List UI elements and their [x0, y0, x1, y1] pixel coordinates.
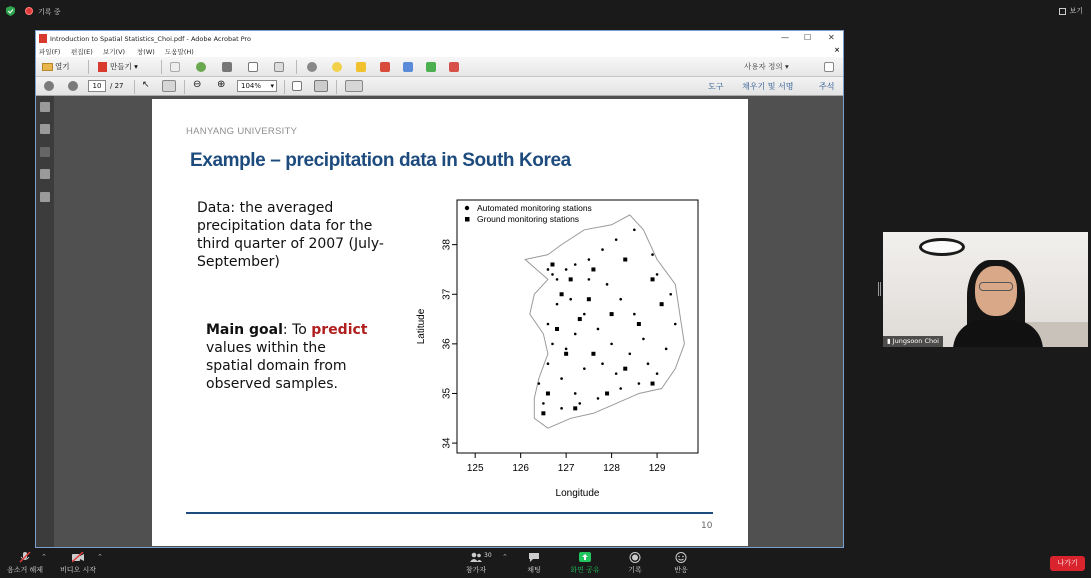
y-tick-label: 37: [441, 288, 453, 300]
ground-station-point: [560, 292, 564, 296]
ground-station-point: [564, 352, 568, 356]
coastline-outline: [525, 215, 684, 428]
export-icon[interactable]: [426, 62, 436, 72]
zoom-out-icon[interactable]: ⊖: [193, 79, 202, 90]
participants-label: 참가자: [465, 566, 487, 574]
automated-station-point: [656, 372, 659, 375]
ground-station-point: [623, 258, 627, 262]
automated-station-point: [538, 382, 541, 385]
automated-station-point: [551, 343, 554, 346]
chevron-down-icon: ▾: [785, 62, 789, 71]
automated-station-point: [556, 303, 559, 306]
unmute-label: 음소거 해제: [6, 566, 44, 574]
chat-icon: [528, 552, 540, 563]
separator: [184, 80, 185, 94]
leave-button[interactable]: 나가기: [1050, 556, 1085, 571]
recording-icon: [25, 7, 33, 15]
automated-station-point: [615, 372, 618, 375]
plot-frame: [457, 200, 698, 453]
acrobat-window: [35, 30, 844, 548]
ground-station-point: [573, 406, 577, 410]
view-button[interactable]: [1059, 6, 1083, 16]
total-pages: / 27: [110, 82, 124, 90]
share-file-icon[interactable]: [403, 62, 413, 72]
data-description: Data: the averaged precipitation data for the third quarter of 2007 (July-September): [197, 200, 384, 270]
ground-station-point: [610, 312, 614, 316]
automated-station-point: [551, 273, 554, 276]
ground-station-point: [587, 297, 591, 301]
automated-station-point: [560, 377, 563, 380]
menu-window[interactable]: 창(W): [137, 48, 155, 56]
chevron-up-icon[interactable]: ⌃: [502, 553, 508, 561]
pdf-page: [152, 99, 748, 546]
folder-icon: [42, 63, 53, 71]
automated-station-point: [656, 273, 659, 276]
automated-station-point: [583, 313, 586, 316]
read-mode-icon[interactable]: [345, 80, 363, 92]
print-icon[interactable]: [222, 62, 232, 72]
automated-station-point: [583, 367, 586, 370]
automated-station-point: [588, 278, 591, 281]
legend-entry-label: Automated monitoring stations: [477, 203, 592, 213]
layers-icon[interactable]: [40, 169, 50, 179]
x-tick-label: 125: [466, 463, 484, 474]
window-title: Introduction to Spatial Statistics_Choi.pdf - Adobe Acrobat Pro: [50, 35, 252, 43]
y-tick-label: 38: [441, 239, 453, 251]
automated-station-point: [574, 392, 577, 395]
signatures-icon[interactable]: [40, 147, 50, 157]
automated-station-point: [565, 348, 568, 351]
automated-station-point: [633, 228, 636, 231]
customize-label: 사용자 정의: [744, 62, 783, 71]
separator: [88, 60, 89, 74]
participant-body: [953, 320, 1043, 347]
participant-name-bar: [883, 336, 943, 347]
comment-link[interactable]: 주석: [819, 82, 835, 91]
chat-button[interactable]: [520, 548, 548, 578]
separator: [284, 80, 285, 94]
automated-station-point: [597, 328, 600, 331]
minimize-icon[interactable]: —: [781, 33, 789, 42]
share-screen-button[interactable]: [566, 548, 604, 578]
university-label: HANYANG UNIVERSITY: [186, 126, 298, 137]
automated-station-point: [542, 402, 545, 405]
automated-station-point: [565, 268, 568, 271]
ground-station-point: [591, 267, 595, 271]
chevron-down-icon: ▾: [270, 82, 274, 90]
automated-station-point: [574, 333, 577, 336]
protect-icon[interactable]: [449, 62, 459, 72]
x-tick-label: 127: [557, 463, 575, 474]
fit-page-icon[interactable]: [292, 81, 302, 91]
menu-view[interactable]: 보기(V): [103, 48, 126, 56]
ground-station-point: [637, 322, 641, 326]
main-goal-text: [206, 321, 376, 393]
automated-station-point: [569, 298, 572, 301]
create-label: 만들기: [110, 62, 132, 71]
automated-station-point: [547, 362, 550, 365]
participants-icon: [470, 552, 482, 563]
reactions-label: 반응: [674, 566, 688, 574]
automated-station-point: [651, 253, 654, 256]
zoom-control-bar: [0, 548, 1091, 578]
ground-station-point: [555, 327, 559, 331]
x-tick-label: 126: [512, 463, 530, 474]
grid-icon: [1059, 8, 1066, 15]
ground-station-point: [578, 317, 582, 321]
start-video-label: 비디오 시작: [59, 566, 97, 574]
record-icon: [629, 552, 641, 563]
ground-station-point: [651, 382, 655, 386]
goal-label: Main goal: [206, 322, 283, 338]
hand-tool-icon[interactable]: [162, 80, 176, 92]
record-label: 기록: [628, 566, 642, 574]
share-screen-label: 화면 공유: [570, 566, 600, 574]
menu-edit[interactable]: 편집(E): [71, 48, 93, 56]
chevron-up-icon[interactable]: ⌃: [97, 553, 103, 561]
doc-close-icon[interactable]: ×: [834, 46, 840, 54]
ground-station-point: [569, 277, 573, 281]
glasses: [979, 282, 1013, 291]
start-video-button[interactable]: [58, 548, 98, 578]
ground-station-point: [651, 277, 655, 281]
legend-square-marker: [465, 217, 470, 222]
menu-help[interactable]: 도움말(H): [165, 48, 194, 56]
save-icon[interactable]: [170, 62, 180, 72]
automated-station-point: [633, 313, 636, 316]
separator: [336, 80, 337, 94]
lamp: [919, 238, 965, 256]
open-button[interactable]: [42, 61, 70, 73]
zoom-top-bar: [0, 0, 1091, 22]
drag-handle[interactable]: [878, 282, 881, 296]
footer-divider: [186, 512, 713, 514]
slide-title: Example – precipitation data in South Korea: [190, 150, 571, 171]
zoom-select[interactable]: [237, 80, 277, 92]
automated-station-point: [610, 343, 613, 346]
open-label: 열기: [55, 62, 70, 71]
automated-station-point: [619, 298, 622, 301]
ground-station-point: [541, 411, 545, 415]
automated-station-point: [642, 338, 645, 341]
pdf-file-icon: [39, 34, 47, 43]
automated-station-point: [606, 283, 609, 286]
microphone-muted-icon: [19, 552, 31, 563]
page-number: 10: [701, 521, 713, 531]
automated-station-point: [647, 362, 650, 365]
cloud-icon[interactable]: [196, 62, 206, 72]
y-axis-label: Latitude: [416, 308, 427, 345]
chat-label: 채팅: [527, 566, 541, 574]
ground-station-point: [660, 302, 664, 306]
zoom-value: 104%: [241, 82, 262, 90]
automated-station-point: [638, 382, 641, 385]
highlight-icon[interactable]: [356, 62, 366, 72]
automated-station-point: [628, 352, 631, 355]
x-tick-label: 128: [603, 463, 620, 474]
tools-link[interactable]: 도구: [708, 82, 724, 91]
goal-mid: : To: [282, 322, 312, 338]
automated-station-point: [547, 323, 550, 326]
separator: [161, 60, 162, 74]
comment-icon[interactable]: [332, 62, 342, 72]
settings-icon[interactable]: [307, 62, 317, 72]
fill-sign-link[interactable]: 채우기 및 서명: [742, 82, 794, 91]
participants-count: 30: [484, 552, 492, 559]
y-tick-label: 36: [441, 338, 453, 350]
ground-station-point: [546, 391, 550, 395]
page-number-input[interactable]: 10: [88, 80, 106, 92]
fit-width-icon[interactable]: [314, 80, 328, 92]
participant-name: Jungsoon Choi: [892, 337, 939, 345]
legend-entry-label: Ground monitoring stations: [477, 214, 580, 224]
expand-icon[interactable]: [824, 62, 834, 72]
goal-highlight: predict: [311, 322, 368, 338]
shield-icon: [6, 6, 15, 16]
station-map-chart: [410, 191, 710, 501]
edit-icon[interactable]: [248, 62, 258, 72]
automated-station-point: [560, 407, 563, 410]
create-pdf-icon: [98, 62, 107, 72]
y-tick-label: 35: [441, 387, 453, 400]
document-area: [54, 96, 843, 547]
goal-rest: values within the spatial domain from observed samples.: [206, 340, 347, 392]
participant-face: [975, 266, 1017, 316]
participant-video[interactable]: [883, 232, 1088, 347]
select-cursor-icon[interactable]: ↖: [142, 80, 150, 90]
signal-icon: ▮: [887, 337, 891, 345]
chevron-down-icon: ▾: [134, 62, 138, 71]
automated-station-point: [597, 397, 600, 400]
zoom-in-icon[interactable]: ⊕: [217, 79, 226, 90]
automated-station-point: [665, 348, 668, 351]
create-button[interactable]: [98, 61, 138, 73]
navigation-pane: [36, 96, 54, 547]
automated-station-point: [619, 387, 622, 390]
ground-station-point: [623, 367, 627, 371]
chart-svg: [410, 191, 710, 501]
share-screen-icon: [579, 552, 591, 563]
ground-station-point: [591, 352, 595, 356]
attachments-icon[interactable]: [40, 192, 50, 202]
recording-label: 기록 중: [38, 8, 61, 16]
title-bar: [36, 31, 843, 46]
automated-station-point: [601, 362, 604, 365]
ground-station-point: [550, 262, 554, 266]
smiley-icon: [675, 552, 687, 563]
separator: [134, 80, 135, 94]
automated-station-point: [601, 248, 604, 251]
ground-station-point: [605, 391, 609, 395]
view-label: 보기: [1069, 7, 1083, 15]
automated-station-point: [578, 402, 581, 405]
automated-station-point: [615, 238, 618, 241]
email-icon[interactable]: [274, 62, 284, 72]
menu-file[interactable]: 파일(F): [39, 48, 61, 56]
automated-station-point: [588, 258, 591, 261]
automated-station-point: [547, 268, 550, 271]
navigation-toolbar: [36, 77, 843, 96]
x-tick-label: 129: [648, 463, 666, 474]
automated-station-point: [669, 293, 672, 296]
customize-button[interactable]: [744, 61, 789, 73]
close-icon[interactable]: ✕: [828, 33, 835, 42]
separator: [296, 60, 297, 74]
video-off-icon: [72, 552, 84, 563]
next-page-icon[interactable]: [68, 81, 78, 91]
automated-station-point: [574, 263, 577, 266]
bookmarks-icon[interactable]: [40, 124, 50, 134]
menu-bar: [36, 46, 843, 57]
y-tick-label: 34: [441, 437, 453, 449]
unmute-button[interactable]: [6, 548, 44, 578]
x-axis-label: Longitude: [555, 488, 600, 499]
record-button[interactable]: [622, 548, 648, 578]
previous-page-icon[interactable]: [44, 81, 54, 91]
chevron-up-icon[interactable]: ⌃: [41, 553, 47, 561]
legend-circle-marker: [465, 206, 469, 210]
page-thumbnails-icon[interactable]: [40, 102, 50, 112]
automated-station-point: [674, 323, 677, 326]
reactions-button[interactable]: [668, 548, 694, 578]
main-toolbar: [36, 57, 843, 77]
sign-icon[interactable]: [380, 62, 390, 72]
automated-station-point: [556, 278, 559, 281]
maximize-icon[interactable]: ☐: [804, 33, 812, 42]
